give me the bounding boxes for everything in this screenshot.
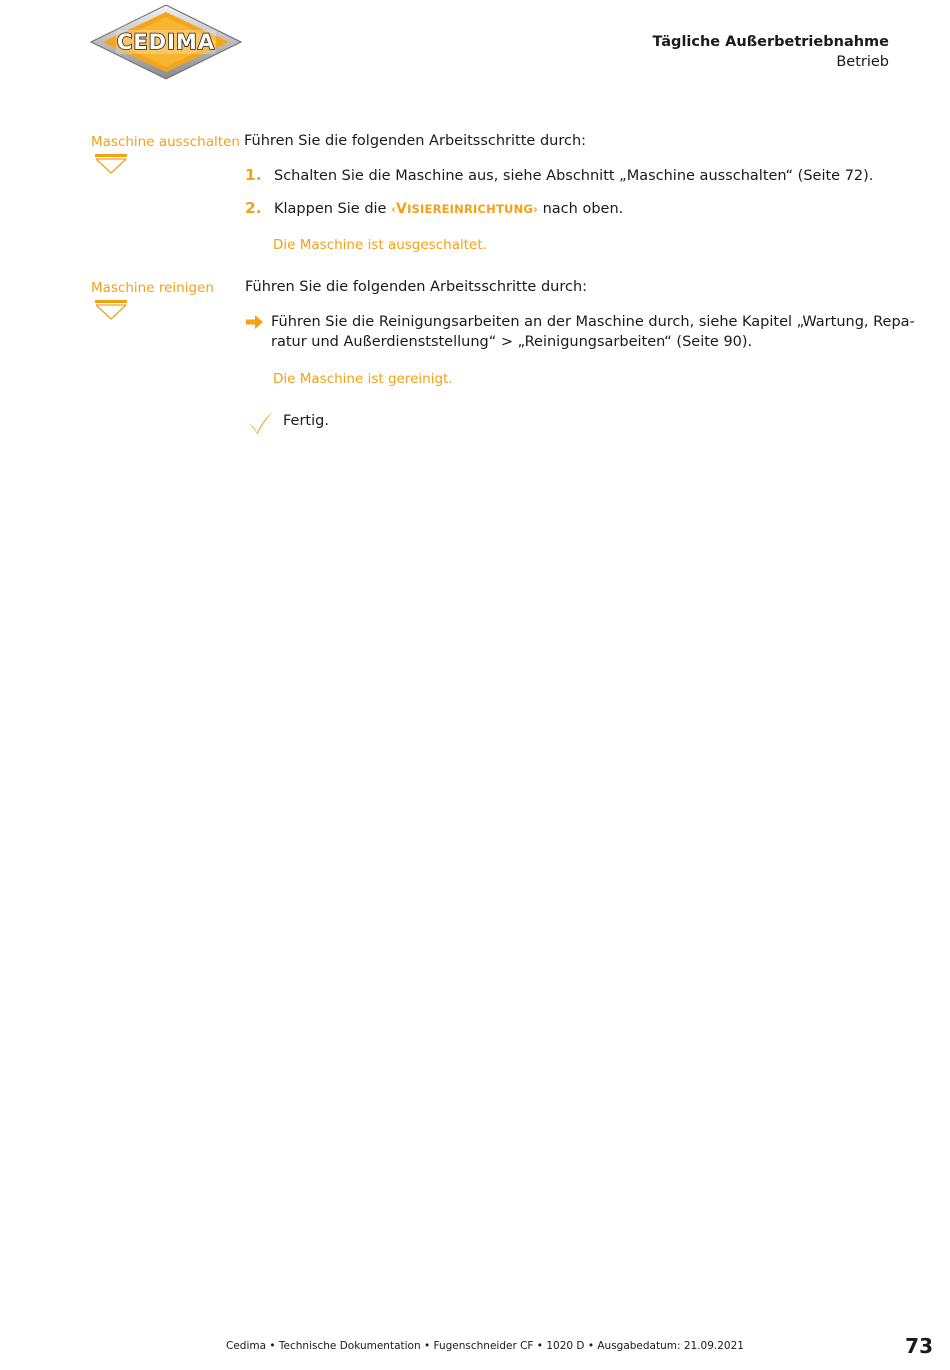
section-label-maschine-reinigen: Maschine reinigen (91, 280, 214, 296)
step-text (274, 201, 623, 217)
page-footer: Cedima • Technische Dokumentation • Fugenschneider CF • 1020 D • Ausgabedatum: 21.09.2021 (226, 1340, 744, 1352)
checkmark-icon (247, 410, 275, 436)
done-label: Fertig. (283, 413, 329, 429)
section1-intro: Führen Sie die folgenden Arbeitsschritte durch: (244, 133, 587, 149)
control-element-visiereinrichtung: ‹VISIEREINRICHTUNG› (391, 201, 538, 217)
step-number: 2. (245, 199, 262, 217)
action-text-line1: Führen Sie die Reinigungsarbeiten an der Maschine durch, siehe Kapitel „Wartung, Repa- (271, 314, 915, 330)
step-text: Schalten Sie die Maschine aus, siehe Abschnitt „Maschine ausschalten“ (Seite 72). (274, 168, 874, 184)
step-text-before: Klappen Sie die (274, 201, 392, 217)
logo-text: CEDIMA (116, 30, 216, 54)
section1-result: Die Maschine ist ausgeschaltet. (273, 237, 487, 253)
section2-result: Die Maschine ist gereinigt. (273, 371, 453, 387)
action-text-line2: ratur und Außerdienststellung“ > „Reinigungsarbeiten“ (Seite 90). (271, 334, 753, 350)
cedima-logo (90, 4, 242, 80)
section-label-maschine-ausschalten: Maschine ausschalten (91, 134, 240, 150)
page-header-subtitle: Betrieb (836, 54, 889, 70)
procedure-triangle-icon (95, 300, 127, 320)
section2-intro: Führen Sie die folgenden Arbeitsschritte durch: (245, 279, 588, 295)
step-number: 1. (245, 166, 262, 184)
procedure-triangle-icon (95, 154, 127, 174)
step-text-after: nach oben. (538, 201, 624, 217)
arrow-right-icon (246, 314, 264, 330)
page-header-title: Tägliche Außerbetriebnahme (652, 34, 889, 50)
page-number: 73 (905, 1334, 933, 1358)
